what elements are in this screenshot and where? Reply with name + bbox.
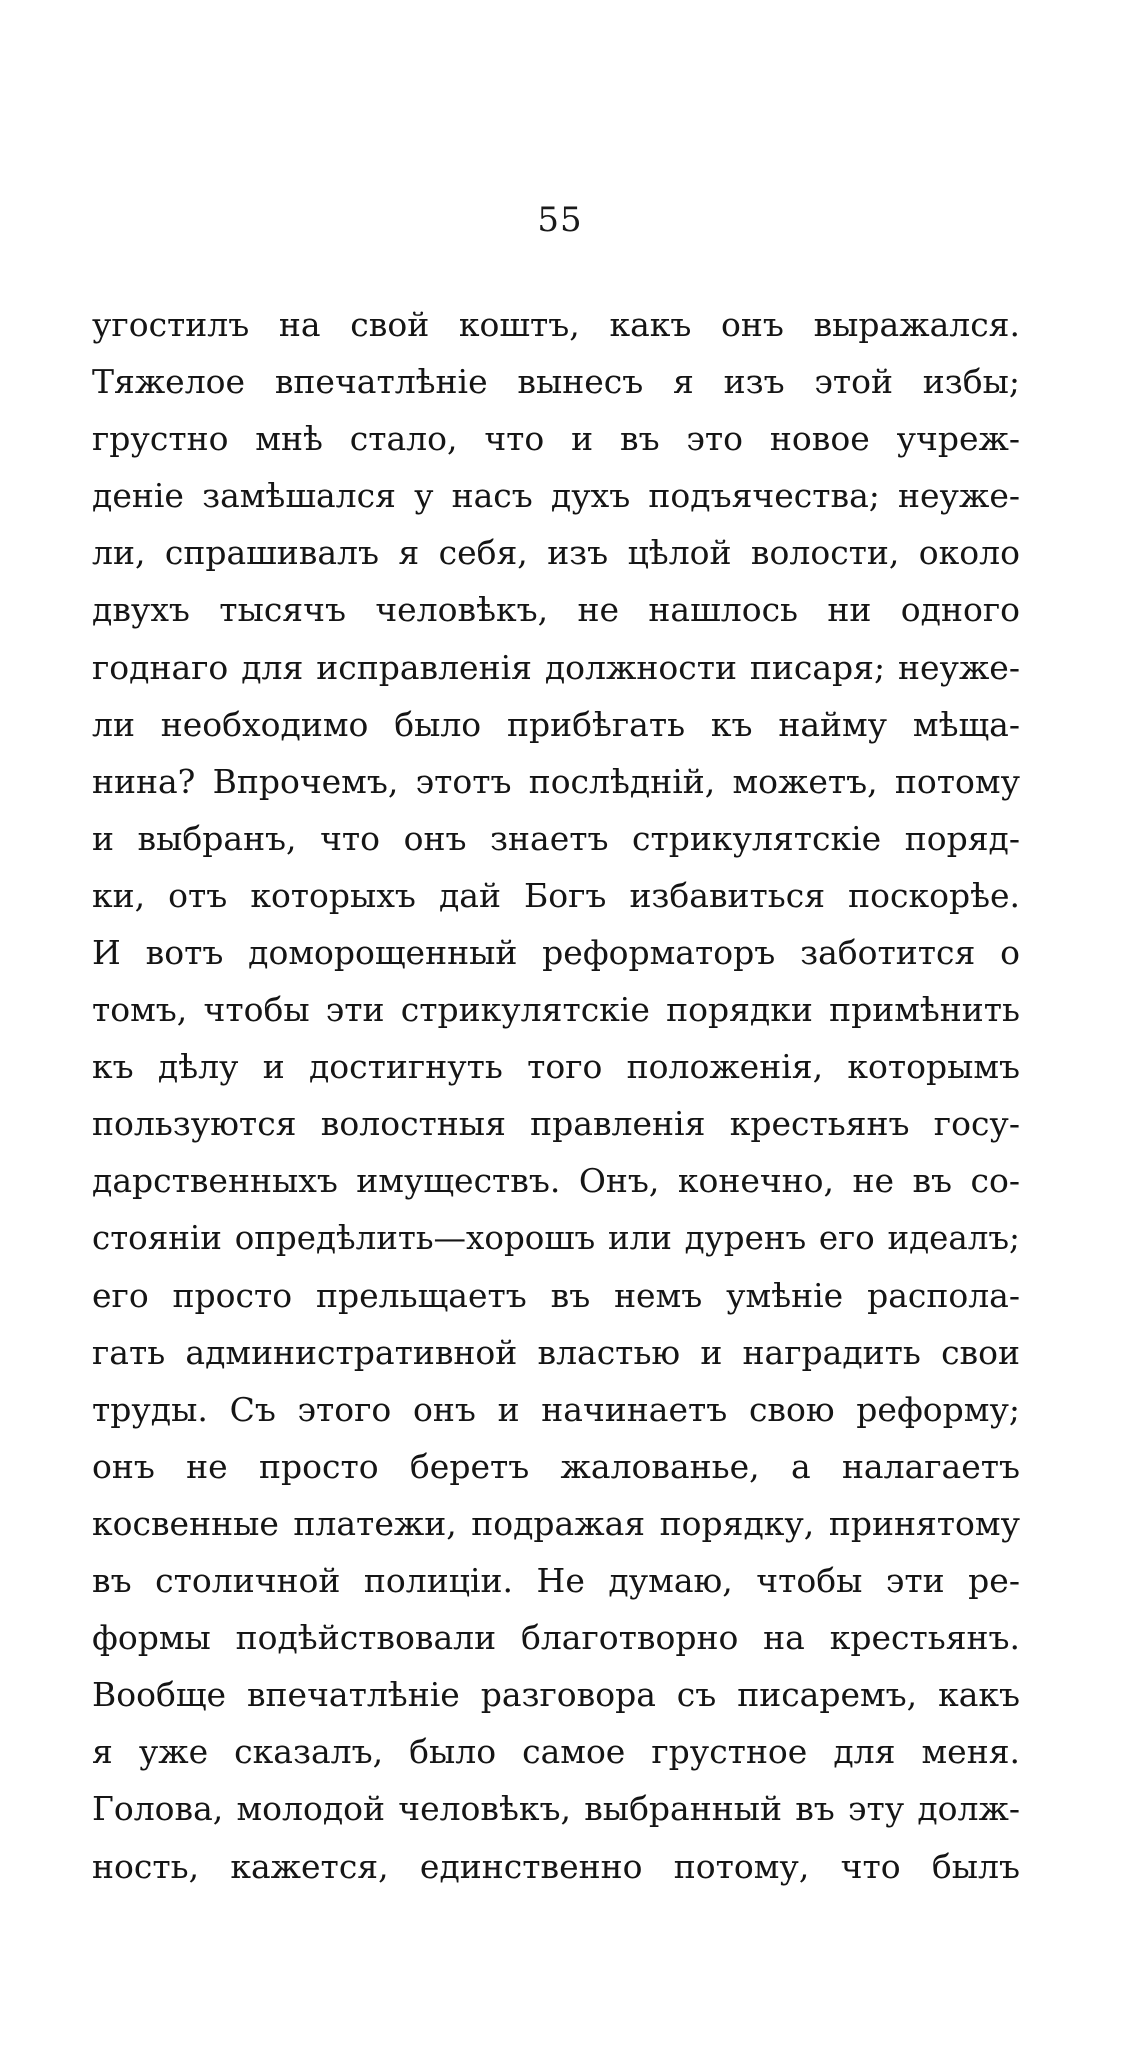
text-line: двухъ тысячъ человѣкъ, не нашлось ни одного [92, 590, 1020, 630]
text-line: я уже сказалъ, было самое грустное для меня. [92, 1732, 1020, 1772]
text-line: И вотъ доморощенный реформаторъ заботится о [92, 933, 1020, 973]
text-line: грустно мнѣ стало, что и въ это новое учреж- [92, 419, 1020, 459]
text-line: ли, спрашивалъ я себя, изъ цѣлой волости, около [92, 533, 1020, 573]
text-line: къ дѣлу и достигнуть того положенія, которымъ [92, 1047, 1020, 1087]
text-line: угостилъ на свой коштъ, какъ онъ выражался. [92, 305, 1020, 344]
text-line: труды. Съ этого онъ и начинаетъ свою реформу; [92, 1389, 1020, 1429]
page-number: 55 [537, 200, 583, 240]
text-line: пользуются волостныя правленія крестьянъ госу- [92, 1104, 1020, 1144]
text-line: Тяжелое впечатлѣніе вынесъ я изъ этой избы; [92, 362, 1020, 402]
text-line: нина? Впрочемъ, этотъ послѣдній, можетъ, потому [92, 761, 1020, 801]
text-line: дарственныхъ имуществъ. Онъ, конечно, не въ со- [92, 1161, 1020, 1201]
text-line: деніе замѣшался у насъ духъ подъячества; неужe- [92, 476, 1020, 516]
text-line: годнаго для исправленія должности писаря; неуже- [92, 647, 1020, 687]
body-text [92, 296, 1020, 1895]
text-line: Вообще впечатлѣніе разговора съ писаремъ, какъ [92, 1675, 1020, 1715]
text-line: ли необходимо было прибѣгать къ найму мѣща- [92, 704, 1020, 744]
text-line: томъ, чтобы эти стрикулятскіе порядки примѣнить [92, 990, 1020, 1030]
text-line: косвенные платежи, подражая порядку, принятому [92, 1503, 1020, 1543]
text-line: Голова, молодой человѣкъ, выбранный въ эту долж- [92, 1789, 1020, 1829]
text-line: онъ не просто беретъ жалованье, а налагаетъ [92, 1446, 1020, 1486]
text-line: ность, кажется, единственно потому, что былъ [92, 1846, 1020, 1886]
text-line: въ столичной полиціи. Не думаю, чтобы эти ре- [92, 1561, 1020, 1601]
text-line: стояніи опредѣлить—хорошъ или дуренъ его идеалъ; [92, 1218, 1020, 1257]
text-line: гать административной властью и наградить свои [92, 1332, 1020, 1372]
text-line: и выбранъ, что онъ знаетъ стрикулятскіе поряд- [92, 818, 1020, 858]
text-line: его просто прельщаетъ въ немъ умѣніе распола- [92, 1275, 1020, 1315]
text-line: формы подѣйствовали благотворно на крестьянъ. [92, 1618, 1020, 1658]
text-line: ки, отъ которыхъ дай Богъ избавиться поскорѣе. [92, 875, 1020, 915]
